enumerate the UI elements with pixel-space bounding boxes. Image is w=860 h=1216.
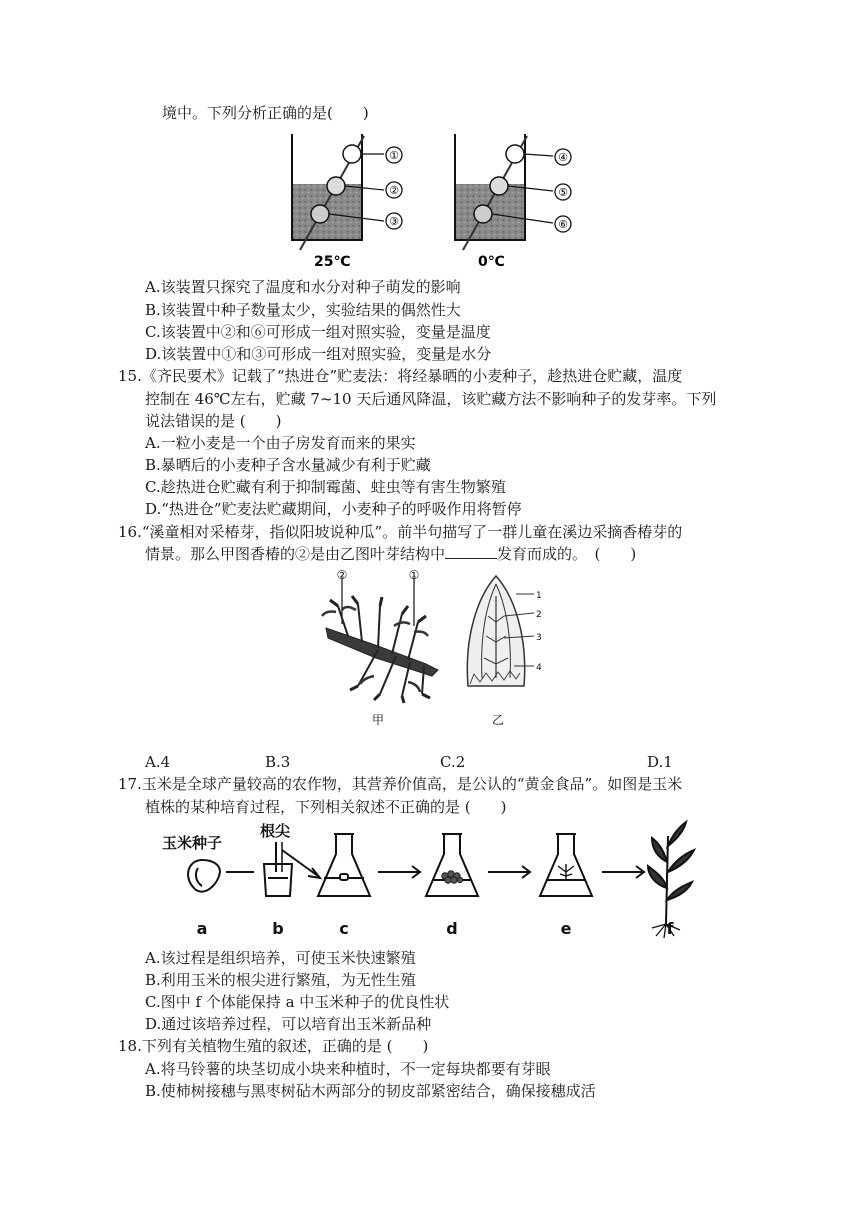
step-c: c — [339, 919, 349, 938]
beaker-25c — [292, 134, 402, 250]
mark-4: ④ — [558, 151, 568, 164]
root-tip-label: 根尖 — [260, 822, 291, 840]
q14-option-a: A.该装置只探究了温度和水分对种子萌发的影响 — [145, 278, 461, 296]
q15-option-d: D.“热进仓”贮麦法贮藏期间，小麦种子的呼吸作用将暂停 — [145, 500, 522, 518]
q14-option-c: C.该装置中②和⑥可形成一组对照实验，变量是温度 — [145, 323, 491, 341]
temp-25c: 25℃ — [314, 254, 351, 270]
toona-sprout-illustration — [322, 578, 438, 703]
beaker-0c — [455, 134, 571, 250]
temp-0c: 0℃ — [478, 254, 505, 270]
q16-option-b: B.3 — [265, 753, 291, 771]
q17-stem-line1: 17.玉米是全球产量较高的农作物，其营养价值高，是公认的“黄金食品”。如图是玉米 — [118, 775, 683, 793]
q14-figure — [280, 128, 590, 270]
q15-option-b: B.暴晒后的小麦种子含水量减少有利于贮藏 — [145, 456, 431, 474]
jia-mark-2: ② — [336, 568, 348, 582]
q17-figure — [158, 816, 708, 942]
mark-2: ② — [389, 184, 399, 197]
q16-stem-part-a: 情景。那么甲图香椿的②是由乙图叶芽结构中 — [145, 545, 446, 563]
q16-stem-line2 — [145, 544, 636, 564]
q16-option-d: D.1 — [647, 753, 673, 771]
q17-option-b: B.利用玉米的根尖进行繁殖，为无性生殖 — [145, 971, 416, 989]
mark-5: ⑤ — [558, 186, 568, 199]
answer-blank — [445, 544, 497, 559]
q15-option-c: C.趁热进仓贮藏有利于抑制霉菌、蛀虫等有害生物繁殖 — [145, 478, 506, 496]
q14-option-b: B.该装置中种子数量太少，实验结果的偶然性大 — [145, 301, 461, 319]
q17-option-c: C.图中 f 个体能保持 a 中玉米种子的优良性状 — [145, 993, 450, 1011]
step-a: a — [196, 919, 208, 938]
jia-label: 甲 — [371, 713, 385, 727]
step-f: f — [666, 919, 674, 938]
yi-mark-2: 2 — [536, 610, 542, 620]
q17-option-d: D.通过该培养过程，可以培育出玉米新品种 — [145, 1015, 432, 1033]
step-d: d — [446, 919, 458, 938]
q16-figure — [318, 566, 548, 741]
q14-stem-tail: 境中。下列分析正确的是( ) — [162, 104, 369, 122]
mark-3: ③ — [389, 215, 399, 228]
corn-seed-label: 玉米种子 — [162, 834, 223, 852]
yi-mark-1: 1 — [536, 591, 542, 601]
yi-label: 乙 — [491, 713, 505, 727]
q17-stem-line2: 植株的某种培育过程，下列相关叙述不正确的是 ( ) — [145, 798, 507, 816]
q14-option-d: D.该装置中①和③可形成一组对照实验，变量是水分 — [145, 345, 492, 363]
leaf-bud-section-illustration — [467, 576, 534, 686]
step-b: b — [272, 919, 284, 938]
q15-stem-line3: 说法错误的是 ( ) — [145, 412, 282, 430]
q15-stem-line2: 控制在 46℃左右，贮藏 7~10 天后通风降温，该贮藏方法不影响种子的发芽率。下列 — [145, 390, 717, 408]
mark-6: ⑥ — [558, 218, 568, 231]
q18-stem: 18.下列有关植物生殖的叙述，正确的是 ( ) — [118, 1037, 429, 1055]
yi-mark-3: 3 — [536, 633, 542, 643]
q16-option-a: A.4 — [145, 753, 171, 771]
q18-option-b: B.使柿树接穗与黑枣树砧木两部分的韧皮部紧密结合，确保接穗成活 — [145, 1082, 596, 1100]
q16-stem-line1: 16.“溪童相对采椿芽，指似阳坡说种瓜”。前半句描写了一群儿童在溪边采摘香椿芽的 — [118, 523, 683, 541]
q16-stem-part-b: 发育而成的。 ( ) — [497, 545, 637, 563]
jia-mark-1: ① — [408, 568, 420, 582]
q17-option-a: A.该过程是组织培养，可使玉米快速繁殖 — [145, 949, 416, 967]
yi-mark-4: 4 — [536, 663, 542, 673]
q15-stem-line1: 15.《齐民要术》记载了“热进仓”贮麦法：将经暴晒的小麦种子，趁热进仓贮藏，温度 — [118, 367, 683, 385]
step-e: e — [560, 919, 572, 938]
q15-option-a: A.一粒小麦是一个由子房发育而来的果实 — [145, 434, 416, 452]
q16-option-c: C.2 — [440, 753, 466, 771]
q18-option-a: A.将马铃薯的块茎切成小块来种植时，不一定每块都要有芽眼 — [145, 1060, 551, 1078]
mark-1: ① — [389, 149, 399, 162]
